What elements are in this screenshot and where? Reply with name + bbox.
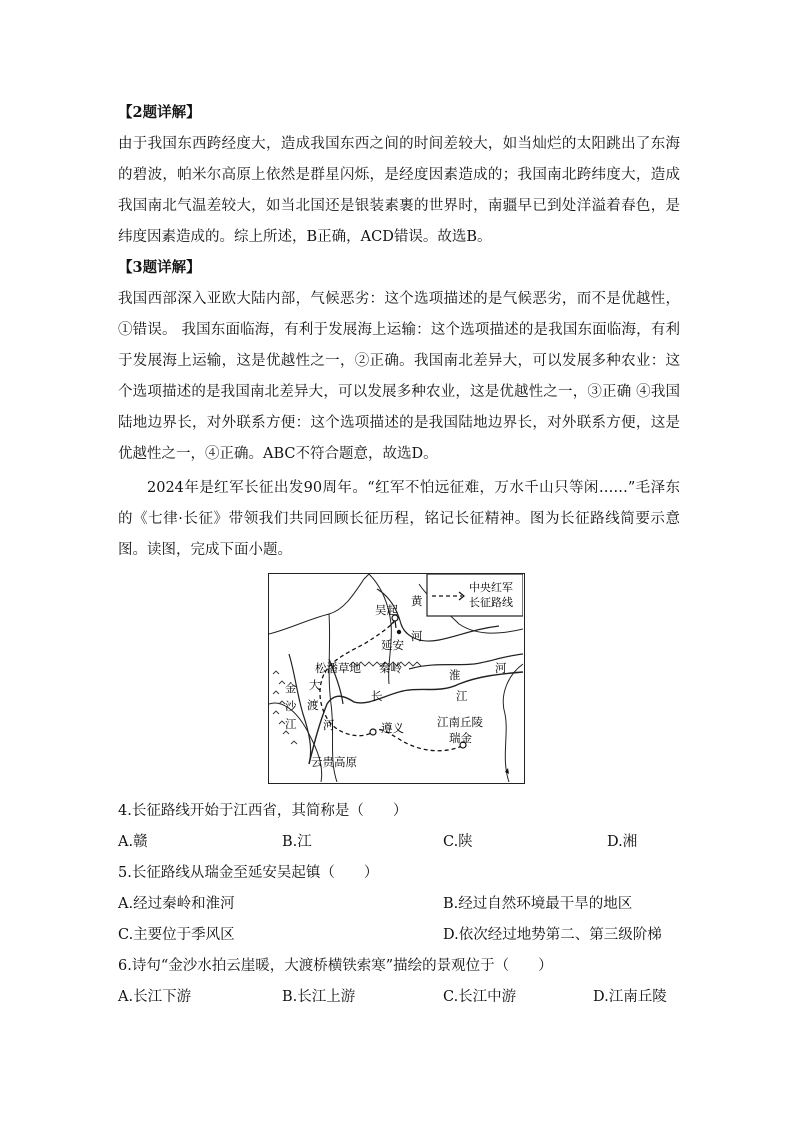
question-5-stem: 5.长征路线从瑞金至延安吴起镇（ ） (118, 865, 379, 881)
q3-explanation: 我国西部深入亚欧大陆内部，气候恶劣：这个选项描述的是气候恶劣，而不是优越性，①错误。 我国东面临海，有利于发展海上运输：这个选项描述的是我国东面临海，有利于发展海上运输，这是优越性之一，②正确。我国南北差异大，可以发展多种农业：这个选项描述的是我国南北差异大，可以发展多种农业，这是优越性之一，③正确 ④我国陆地边界长，对外联系方便：这个选项描述的是我国陆地边界长，对外联系方便，这是优越性之一，④正确。ABC不符合题意，故选D。 (118, 291, 680, 462)
question-4-stem: 4.长征路线开始于江西省，其简称是（ ） (118, 803, 408, 819)
label-he-yellow: 河 (411, 629, 423, 643)
map-graphic (269, 574, 523, 782)
label-huang: 黄 (411, 594, 423, 608)
q4-option-a[interactable]: A.赣 (118, 834, 148, 850)
legend-label-1: 中央红军 (469, 581, 513, 594)
q6-option-c[interactable]: C.长江中游 (443, 989, 517, 1005)
q6-option-b[interactable]: B.长江上游 (282, 989, 356, 1005)
q5-option-d[interactable]: D.依次经过地势第二、第三级阶梯 (443, 927, 662, 943)
label-chang: 长 (371, 689, 383, 703)
long-march-map (268, 573, 525, 784)
label-sha: 沙 (285, 699, 297, 713)
q2-heading: 【2题详解】 (118, 104, 201, 121)
label-jin: 金 (285, 681, 297, 695)
q5-option-a[interactable]: A.经过秦岭和淮河 (118, 896, 235, 912)
q4-option-d[interactable]: D.湘 (607, 834, 638, 850)
label-da: 大 (309, 678, 321, 692)
label-jiang-jinsha: 江 (285, 717, 297, 731)
q5-option-b[interactable]: B.经过自然环境最干旱的地区 (443, 896, 633, 912)
label-ruijin: 瑞金 (449, 731, 472, 745)
label-jiang-chang: 江 (456, 689, 468, 703)
label-du: 渡 (307, 698, 319, 712)
label-jiangnan: 江南丘陵 (437, 715, 483, 729)
q6-option-a[interactable]: A.长江下游 (118, 989, 192, 1005)
q4-option-b[interactable]: B.江 (282, 834, 312, 850)
label-songpan: 松潘草地 (315, 661, 361, 675)
question-6-stem: 6.诗句“金沙水拍云崖暖，大渡桥横铁索寒”描绘的景观位于（ ） (118, 958, 553, 974)
label-he-huai: 河 (495, 661, 507, 675)
q4-option-c[interactable]: C.陕 (443, 834, 473, 850)
label-he-dadu: 河 (323, 718, 335, 732)
label-zunyi: 遵义 (381, 721, 404, 735)
label-wuqi: 吴起 (375, 603, 398, 617)
q6-option-d[interactable]: D.江南丘陵 (593, 989, 667, 1005)
yanan-marker (397, 630, 401, 634)
label-qinling: 秦岭 (379, 661, 402, 675)
label-yungui: 云贵高原 (311, 755, 357, 769)
q3-heading: 【3题详解】 (118, 259, 201, 276)
legend-label-2: 长征路线 (469, 596, 513, 609)
label-yanan: 延安 (381, 638, 404, 652)
q2-explanation: 由于我国东西跨经度大，造成我国东西之间的时间差较大，如当灿烂的太阳跳出了东海的碧波，帕米尔高原上依然是群星闪烁，是经度因素造成的；我国南北跨纬度大，造成我国南北气温差较大，如当北国还是银装素裹的世界时，南疆早已到处洋溢着春色，是纬度因素造成的。综上所述，B正确，ACD错误。故选B。 (118, 136, 680, 245)
q5-option-c[interactable]: C.主要位于季风区 (118, 927, 235, 943)
zunyi-marker (370, 729, 376, 735)
label-huai: 淮 (449, 668, 461, 682)
reading-intro: 2024年是红军长征出发90周年。“红军不怕远征难，万水千山只等闲……”毛泽东的《七律·长征》带领我们共同回顾长征历程，铭记长征精神。图为长征路线简要示意图。读图，完成下面小题。 (118, 480, 680, 558)
